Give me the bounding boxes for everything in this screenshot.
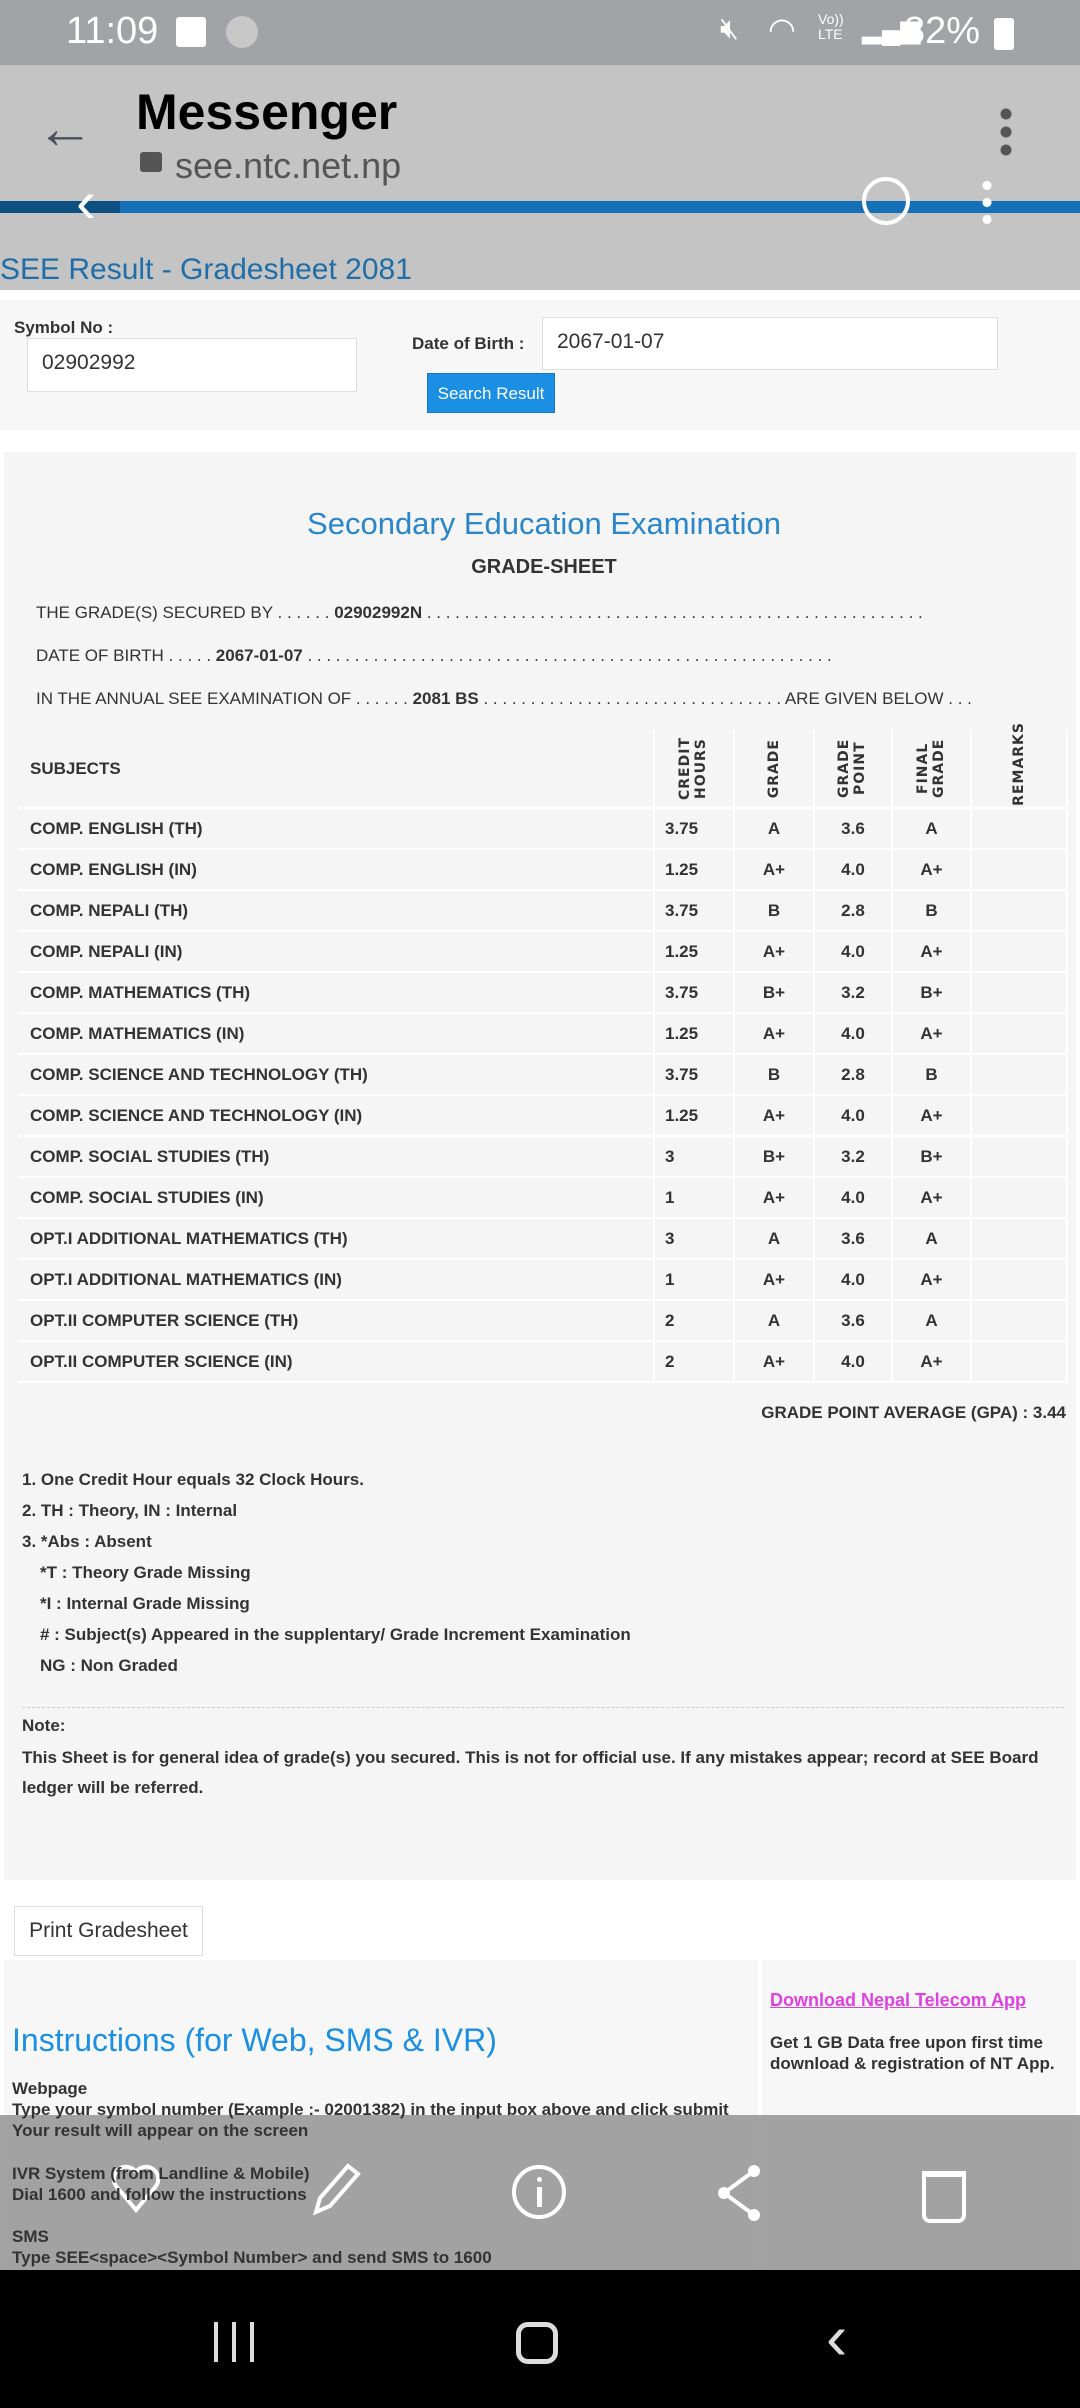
print-gradesheet-button[interactable]: Print Gradesheet [14,1906,203,1956]
home-icon[interactable] [516,2322,558,2364]
recent-apps-icon[interactable] [214,2322,254,2362]
cell-credit: 3.75 [654,972,734,1013]
cell-grade: B+ [734,1136,814,1177]
cell-final: A+ [892,1259,971,1300]
cell-remarks [971,1300,1067,1341]
back-arrow-icon[interactable]: ← [36,96,94,161]
header-credit-text: CREDIT HOURS [677,737,709,800]
table-row [18,1095,1067,1136]
wifi-icon: ◠ [768,11,796,47]
cell-credit: 3 [654,1136,734,1177]
cell-grade: A+ [734,1259,814,1300]
search-result-button[interactable]: Search Result [427,373,555,413]
cell-point: 4.0 [814,1177,892,1218]
note-text: This Sheet is for general idea of grade(s) you secured. This is not for official use. If any mistakes appear; record at SEE Board ledger will be referred. [22,1748,1039,1797]
note-item: NG : Non Graded [40,1656,178,1675]
note-item: 3. *Abs : Absent [22,1532,152,1551]
battery-level: 82% [904,10,981,52]
status-bar [0,0,1080,65]
cell-subject: OPT.I ADDITIONAL MATHEMATICS (IN) [18,1259,654,1300]
cell-subject: OPT.II COMPUTER SCIENCE (IN) [18,1341,654,1382]
exam-title: Secondary Education Examination [307,506,781,541]
cell-final: B [892,1054,971,1095]
cell-credit: 3.75 [654,1054,734,1095]
app-title: Messenger [136,84,398,140]
system-nav-bar [0,2270,1080,2408]
more-options-icon[interactable] [1000,105,1012,157]
cell-grade: B [734,890,814,931]
secured-by-line [36,603,923,623]
webpage-heading: Webpage [12,2079,88,2098]
lock-icon [140,152,162,172]
cell-credit: 2 [654,1341,734,1382]
dob-input[interactable]: 2067-01-07 [542,317,998,370]
label: DATE OF BIRTH . . . . . [36,646,216,665]
cell-grade: A+ [734,931,814,972]
label: THE GRADE(S) SECURED BY . . . . . . [36,603,335,622]
student-id: 02902992N [334,603,423,622]
cell-remarks [971,1218,1067,1259]
cell-point: 2.8 [814,1054,892,1095]
table-row [18,1136,1067,1177]
dob-label: Date of Birth : [412,334,525,353]
instructions-body [12,2078,729,2268]
table-row [18,1054,1067,1095]
table-row [18,1341,1067,1382]
divider [22,1707,1064,1708]
delete-trash-icon[interactable] [922,2171,966,2223]
table-row [18,849,1067,890]
cell-final: A+ [892,849,971,890]
cell-subject: COMP. SCIENCE AND TECHNOLOGY (TH) [18,1054,654,1095]
note-item: *I : Internal Grade Missing [40,1594,250,1613]
exam-year: 2081 BS [412,689,479,708]
gpa: GRADE POINT AVERAGE (GPA) : 3.44 [761,1403,1066,1422]
webpage-step-1: Type your symbol number (Example :- 02001382) in the input box above and click submit [12,2100,729,2119]
cell-subject: COMP. SOCIAL STUDIES (IN) [18,1177,654,1218]
cell-credit: 2 [654,1300,734,1341]
header-final-text: FINAL GRADE [914,738,947,799]
header-remarks-text: REMARKS [1011,722,1027,806]
table-row [18,931,1067,972]
symbol-input[interactable]: 02902992 [27,338,357,392]
header-point [814,730,892,808]
instructions-title: Instructions (for Web, SMS & IVR) [12,2022,497,2058]
spacer [12,2205,729,2226]
nav-back-icon[interactable]: ‹ [826,2301,848,2373]
page-title: SEE Result - Gradesheet 2081 [0,253,412,286]
cell-subject: COMP. MATHEMATICS (IN) [18,1013,654,1054]
cell-remarks [971,1136,1067,1177]
browser-toolbar [0,65,1080,290]
dots: . . . . . . . . . . . . . . . . . . . . . . . . . . . . . . . . . . . . . . . . . . . . . . . . . . . . . [422,603,923,622]
cell-final: B+ [892,1136,971,1177]
cell-grade: A+ [734,849,814,890]
table-row [18,972,1067,1013]
battery-icon [994,18,1014,50]
cell-subject: COMP. NEPALI (IN) [18,931,654,972]
site-header-bar-left [0,201,120,213]
cell-credit: 3 [654,1218,734,1259]
cell-subject: OPT.I ADDITIONAL MATHEMATICS (TH) [18,1218,654,1259]
cell-remarks [971,931,1067,972]
header-final [892,730,971,808]
table-row [18,1300,1067,1341]
cell-point: 4.0 [814,849,892,890]
exam-line [36,689,972,709]
header-grade-text: GRADE [766,738,782,799]
cell-subject: COMP. SCIENCE AND TECHNOLOGY (IN) [18,1095,654,1136]
cell-grade: A+ [734,1095,814,1136]
note-item: # : Subject(s) Appeared in the supplentary/ Grade Increment Examination [40,1625,631,1644]
rotate-screen-icon[interactable] [862,177,910,225]
signal-icon: ▂▄▆ [862,14,921,44]
spacer [12,2141,729,2163]
network-label: Vo)) LTE [818,11,844,42]
note-item: *T : Theory Grade Missing [40,1563,251,1582]
cell-credit: 1.25 [654,849,734,890]
header-grade [734,730,814,808]
header-credit [654,730,734,808]
site-back-icon[interactable]: ‹ [76,168,96,235]
cell-point: 3.6 [814,808,892,849]
sms-step-1: Type SEE<space><Symbol Number> and send SMS to 1600 [12,2248,492,2267]
cell-grade: A+ [734,1013,814,1054]
cell-remarks [971,1054,1067,1095]
mute-icon: 🔇︎ [720,12,739,45]
cell-point: 3.6 [814,1218,892,1259]
table-row [18,808,1067,849]
cell-credit: 1.25 [654,1095,734,1136]
cell-grade: A+ [734,1177,814,1218]
note-item: 2. TH : Theory, IN : Internal [22,1501,238,1520]
cell-subject: COMP. NEPALI (TH) [18,890,654,931]
site-menu-icon[interactable] [982,177,992,227]
cell-subject: COMP. SOCIAL STUDIES (TH) [18,1136,654,1177]
cell-point: 4.0 [814,1259,892,1300]
cell-credit: 3.75 [654,808,734,849]
cell-credit: 1 [654,1259,734,1300]
cell-remarks [971,1095,1067,1136]
table-row [18,1218,1067,1259]
table-row [18,1259,1067,1300]
ivr-heading: IVR System (from Landline & Mobile) [12,2164,310,2183]
dob-line [36,646,832,666]
cell-point: 4.0 [814,1013,892,1054]
cell-point: 3.6 [814,1300,892,1341]
cell-point: 4.0 [814,1095,892,1136]
cell-remarks [971,890,1067,931]
header-remarks [971,722,1067,808]
cell-credit: 1.25 [654,931,734,972]
download-app-link[interactable]: Download Nepal Telecom App [770,1990,1027,2010]
cell-point: 2.8 [814,890,892,931]
cell-grade: A [734,1300,814,1341]
cell-point: 3.2 [814,972,892,1013]
cell-final: A [892,808,971,849]
cell-final: A+ [892,1341,971,1382]
messenger-notification-icon [226,16,258,48]
cell-grade: A+ [734,1341,814,1382]
cell-final: A [892,1300,971,1341]
app-promo-text: Get 1 GB Data free upon first time download & registration of NT App. [770,2033,1055,2073]
cell-subject: COMP. MATHEMATICS (TH) [18,972,654,1013]
url-text[interactable]: see.ntc.net.np [175,145,402,186]
sms-heading: SMS [12,2227,49,2246]
table-row [18,1013,1067,1054]
cell-grade: B+ [734,972,814,1013]
label: IN THE ANNUAL SEE EXAMINATION OF . . . . . . [36,689,413,708]
cell-grade: A [734,1218,814,1259]
cell-final: A [892,1218,971,1259]
gradesheet-subtitle: GRADE-SHEET [471,556,617,578]
table-row [18,1177,1067,1218]
cell-point: 3.2 [814,1136,892,1177]
cell-final: A+ [892,931,971,972]
gallery-notification-icon [176,17,206,47]
cell-final: A+ [892,1013,971,1054]
cell-subject: COMP. ENGLISH (TH) [18,808,654,849]
note-label: Note: [22,1716,66,1735]
webpage-step-2: Your result will appear on the screen [12,2121,309,2140]
grades-table [18,722,1068,1383]
dots: . . . . . . . . . . . . . . . . . . . . . . . . . . . . . . . . ARE GIVEN BELOW . . . [478,689,972,708]
clock: 11:09 [66,10,159,52]
site-header-bar [0,201,1080,213]
cell-point: 4.0 [814,1341,892,1382]
cell-final: B+ [892,972,971,1013]
dob-value: 2067-01-07 [215,646,303,665]
cell-final: B [892,890,971,931]
cell-remarks [971,849,1067,890]
dots: . . . . . . . . . . . . . . . . . . . . . . . . . . . . . . . . . . . . . . . . . . . . . . . . . . . . . . . . [302,646,832,665]
cell-credit: 1.25 [654,1013,734,1054]
cell-remarks [971,808,1067,849]
cell-grade: A [734,808,814,849]
cell-remarks [971,1013,1067,1054]
cell-subject: OPT.II COMPUTER SCIENCE (TH) [18,1300,654,1341]
symbol-label: Symbol No : [14,318,114,337]
cell-remarks [971,972,1067,1013]
header-subjects: SUBJECTS [18,730,654,808]
cell-grade: B [734,1054,814,1095]
cell-remarks [971,1259,1067,1300]
cell-point: 4.0 [814,931,892,972]
cell-final: A+ [892,1177,971,1218]
header-point-text: GRADE POINT [836,738,868,799]
cell-credit: 3.75 [654,890,734,931]
note-item: 1. One Credit Hour equals 32 Clock Hours. [22,1470,364,1489]
cell-remarks [971,1177,1067,1218]
ivr-step-1: Dial 1600 and follow the instructions [12,2185,307,2204]
cell-credit: 1 [654,1177,734,1218]
cell-final: A+ [892,1095,971,1136]
cell-remarks [971,1341,1067,1382]
table-row [18,890,1067,931]
cell-subject: COMP. ENGLISH (IN) [18,849,654,890]
